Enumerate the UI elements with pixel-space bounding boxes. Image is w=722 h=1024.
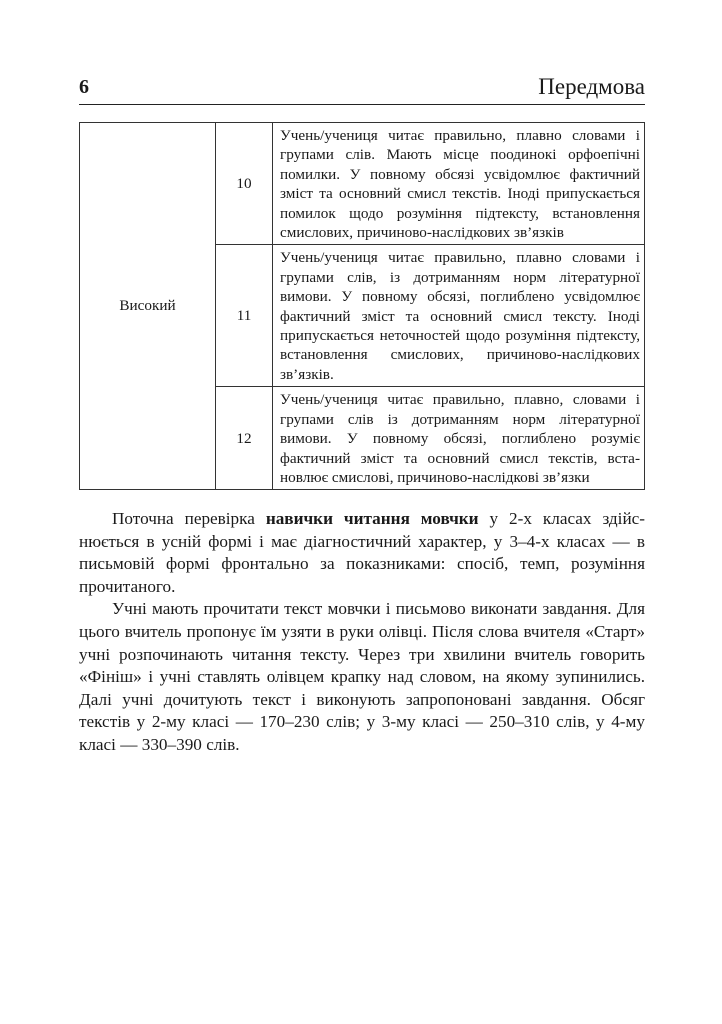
bold-term: навички читання мовчки xyxy=(265,509,479,528)
paragraph-text: Поточна перевірка xyxy=(112,509,266,528)
score-cell: 11 xyxy=(216,245,273,387)
table-row xyxy=(80,123,645,245)
description-cell: Учень/учениця читає правильно, плавно словами і групами слів, із дотриманням норм літературної вимови. У повному обсязі, поглиблено усвідомлює фактичний зміст та основний смисл тексту. Іноді припускається неточностей щодо розуміння підтексту, встановлення смислових, причиново-наслідкових зв’язків. xyxy=(273,245,645,387)
page-header xyxy=(79,72,645,104)
paragraph-text: у 2-х класах здійснюється в усній формі і має діагностичний характер, у 3–4-х класах — в письмовій формі фронтально за показниками: спосіб, темп, розуміння прочитаного. xyxy=(79,509,646,596)
grading-table xyxy=(79,122,645,490)
body-text xyxy=(79,508,645,757)
level-cell: Високий xyxy=(80,123,216,490)
description-cell: Учень/учениця читає правильно, плавно, словами і групами слів із дотриманням норм літературної вимови. У повному обсязі, поглиблено розуміє фактичний зміст та основний смисл текстів, встановлює смислові, причиново-наслідкові зв’язки xyxy=(273,387,645,490)
paragraph xyxy=(79,508,645,598)
description-cell: Учень/учениця читає правильно, плавно словами і групами слів. Мають місце поодинокі орфоепічні помилки. У повному обсязі усвідомлює фактичний зміст та основний смисл текстів. Іноді припускається помилок щодо розуміння підтексту, встановлення смислових, причиново-наслідкових зв’язків xyxy=(273,123,645,245)
page-number: 6 xyxy=(79,76,89,98)
paragraph: Учні мають прочитати текст мовчки і письмово виконати завдання. Для цього вчитель пропонує їм узяти в руки олівці. Після слова вчителя «Старт» учні розпочинають читання тексту. Через три хвилини вчитель говорить «Фініш» і учні ставлять олівцем крапку над словом, на якому зупинились. Далі учні дочитують текст і виконують запропоновані завдання. Обсяг текстів у 2-му класі — 170–230 слів; у 3-му класі — 250–310 слів, у 4-му класі — 330–390 слів. xyxy=(79,599,645,754)
score-cell: 10 xyxy=(216,123,273,245)
section-title: Передмова xyxy=(538,74,645,99)
header-rule xyxy=(79,104,645,105)
score-cell: 12 xyxy=(216,387,273,490)
